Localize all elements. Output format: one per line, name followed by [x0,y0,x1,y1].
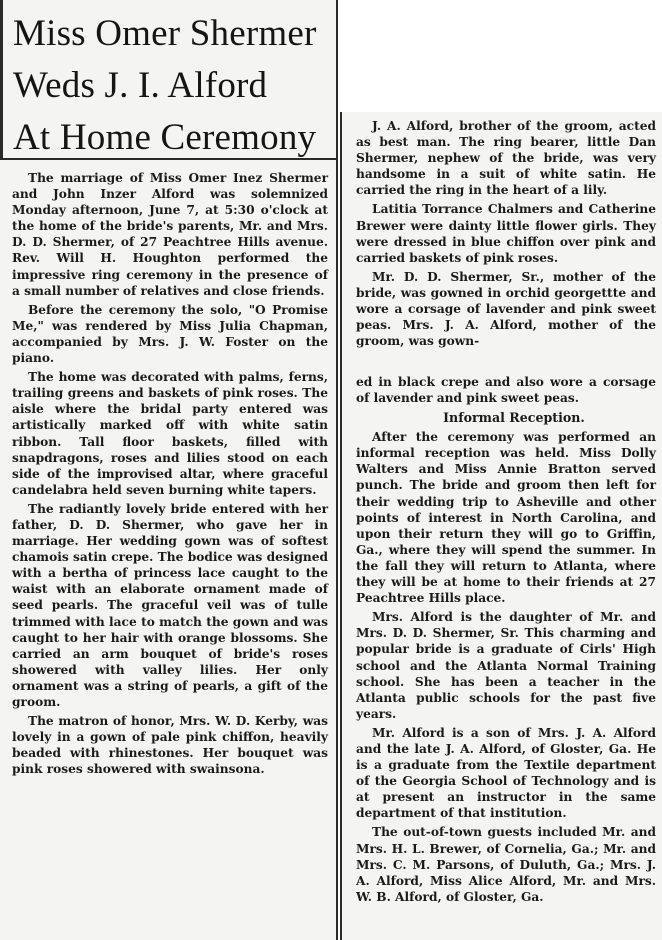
paragraph: The radiantly lovely bride entered with her father, D. D. Shermer, who gave her in marriage. Her wedding gown was of softest chamois satin crepe. The bodice was designed with a bertha of princess lace caught to the waist with an elaborate ornament made of seed pearls. The graceful veil was of tulle trimmed with lace to match the gown and was caught to her hair with orange blossoms. She carried an arm bouquet of bride's roses showered with valley lilies. Her only ornament was a string of pearls, a gift of the groom. [12,501,328,709]
clipping-right-bottom [340,372,662,940]
article-headline [0,0,336,160]
paragraph: The marriage of Miss Omer Inez Shermer and John Inzer Alford was solemnized Monday afternoon, June 7, at 5:30 o'clock at the home of the bride's parents, Mr. and Mrs. D. D. Shermer, of 27 Peachtree Hills avenue. Rev. Will H. Houghton performed the impressive ring ceremony in the presence of a small number of relatives and close friends. [12,171,328,298]
paragraph: The matron of honor, Mrs. W. D. Kerby, was lovely in a gown of pale pink chiffon, heavily beaded with rhinestones. Her bouquet was pink roses showered with swainsona. [12,714,328,777]
paragraph: Mr. Alford is a son of Mrs. J. A. Alford and the late J. A. Alford, of Gloster, Ga. He is a graduate from the Textile department of the Georgia School of Technology and is at present an instructor in the same department of that institution. [356,725,656,821]
headline-line-1: Miss Omer Shermer [13,13,317,54]
paragraph: The out-of-town guests included Mr. and Mrs. H. L. Brewer, of Cornelia, Ga.; Mr. and Mrs. C. M. Parsons, of Duluth, Ga.; Mrs. J. A. Alford, Miss Alice Alford, Mr. and Mrs. W. B. Alford, of Gloster, Ga. [356,825,656,904]
paragraph: Before the ceremony the solo, "O Promise Me," was rendered by Miss Julia Chapman, accompanied by Mrs. J. W. Foster on the piano. [12,302,328,366]
paragraph-continuation: ed in black crepe and also wore a corsage of lavender and pink sweet peas. [356,375,656,406]
headline-line-3: At Home Ceremony [13,117,317,158]
paragraph: Mrs. Alford is the daughter of Mr. and Mrs. D. D. Shermer, Sr. This charming and popular bride is a graduate of Cirls' High school and the Atlanta Normal Training school. She has been a teacher in the Atlanta public schools for the past five years. [356,610,656,721]
paragraph: The home was decorated with palms, ferns, trailing greens and baskets of pink roses. The aisle where the bridal party entered was artistically marked off with white satin ribbon. Tall floor baskets, filled with snapdragons, roses and lilies stood on each side of the improvised altar, where graceful candelabra held seven burning white tapers. [12,370,328,497]
headline-line-2: Weds J. I. Alford [13,65,268,106]
paragraph: Latitia Torrance Chalmers and Catherine Brewer were dainty little flower girls. They were dressed in blue chiffon over pink and carried baskets of pink roses. [356,202,656,265]
paragraph: J. A. Alford, brother of the groom, acted as best man. The ring bearer, little Dan Shermer, nephew of the bride, was very handsome in a suit of white satin. He carried the ring in the heart of a lily. [356,119,656,198]
section-subhead: Informal Reception. [443,410,585,426]
paragraph: After the ceremony was performed an informal reception was held. Miss Dolly Walters and Miss Annie Bratton served punch. The bride and groom then left for their wedding trip to Asheville and other points of interest in North Carolina, and upon their return they will go to Griffin, Ga., where they will spend the summer. In the fall they will return to Atlanta, where they will be at home to their friends at 27 Peachtree Hills place. [356,430,656,606]
paragraph: Mr. D. D. Shermer, Sr., mother of the bride, was gowned in orchid georgettte and wore a corsage of lavender and pink sweet peas. Mrs. J. A. Alford, mother of the groom, was gown- [356,269,656,349]
clipping-right-top [340,112,662,374]
article-body-right-top [342,112,662,349]
article-body-right-bottom [342,372,662,905]
article-body-left [0,160,336,777]
